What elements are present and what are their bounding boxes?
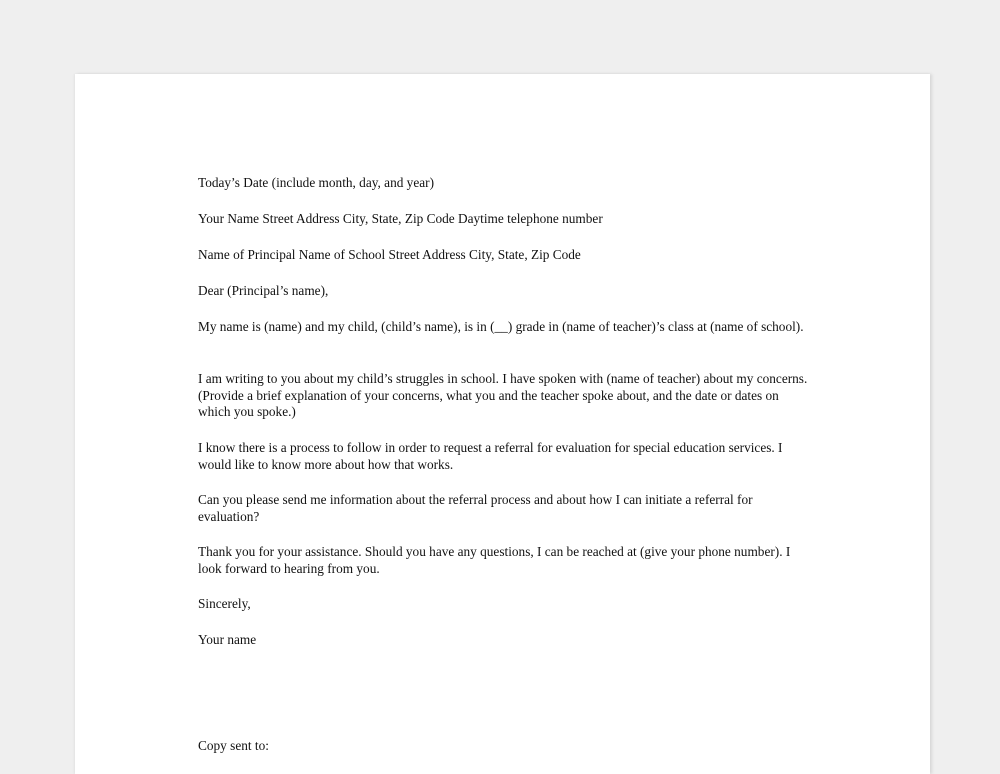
body-paragraph-concerns: I am writing to you about my child’s struggles in school. I have spoken with (name of teacher) about my concerns. (Provide a brief explanation of your concerns, what you and the teacher spoke about, and the date or dates on which you spoke.) — [198, 371, 808, 419]
salutation: Dear (Principal’s name), — [198, 283, 329, 298]
date-line: Today’s Date (include month, day, and year) — [198, 175, 434, 190]
sender-address-block: Your Name Street Address City, State, Zip Code Daytime telephone number — [198, 211, 603, 226]
body-paragraph-intro: My name is (name) and my child, (child’s name), is in (__) grade in (name of teacher)’s class at (name of school). — [198, 319, 804, 334]
signature-name: Your name — [198, 632, 257, 647]
body-paragraph-request: Can you please send me information about the referral process and about how I can initiate a referral for evaluation? — [198, 492, 753, 524]
closing: Sincerely, — [198, 596, 251, 611]
copy-sent-to: Copy sent to: — [198, 738, 269, 753]
document-page — [75, 74, 930, 774]
recipient-address-block: Name of Principal Name of School Street Address City, State, Zip Code — [198, 247, 581, 262]
body-paragraph-thanks: Thank you for your assistance. Should you have any questions, I can be reached at (give your phone number). I look forward to hearing from you. — [198, 544, 791, 576]
body-paragraph-process: I know there is a process to follow in order to request a referral for evaluation for special education services. I would like to know more about how that works. — [198, 440, 783, 472]
